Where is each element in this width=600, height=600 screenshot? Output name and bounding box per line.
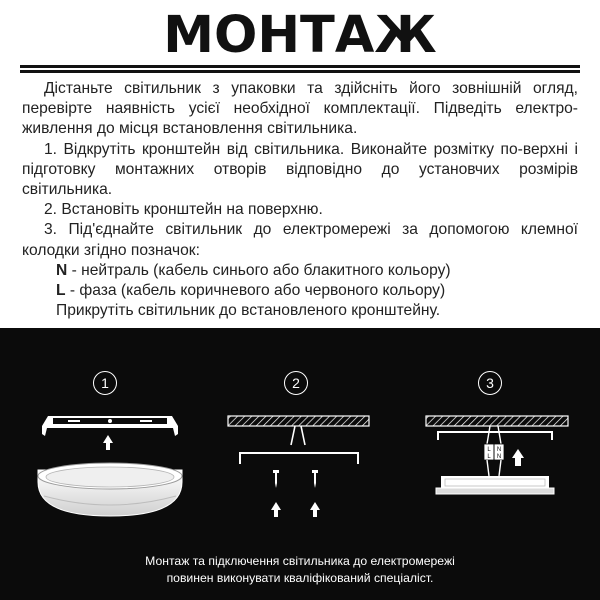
- ceiling-surface: [228, 416, 369, 426]
- page-title: МОНТАЖ: [163, 6, 437, 65]
- intro-paragraph: Дістаньте світильник з упаковки та здійсніть його зовнішній огляд, перевірте наявність усієї необхідної комплектації. Підведіть електро-живлення до місця встановлення світильника.: [22, 80, 578, 138]
- safety-note-line-1: Монтаж та підключення світильника до електромережі: [145, 554, 455, 568]
- step-1-paragraph: 1. Відкрутіть кронштейн від світильника. Виконайте розмітку по-верхні і підготовку монтажних отворів відповідно до установчих розмірів світильника.: [22, 140, 578, 199]
- wire-neutral-line: [22, 261, 578, 281]
- neutral-text: - нейтраль (кабель синього або блакитного кольору): [67, 261, 451, 279]
- screw-icons: [273, 470, 318, 488]
- phase-text: - фаза (кабель коричневого або червоного кольору): [65, 282, 446, 300]
- step-3-paragraph: 3. Під'єднайте світильник до електромережі за допомогою клемної колодки згідно позначок:: [22, 221, 578, 259]
- terminal-block-icon: [484, 426, 504, 476]
- safety-note-line-2: повинен виконувати кваліфікований спеціаліст.: [166, 571, 434, 585]
- terminal-label-l: L: [487, 447, 491, 453]
- luminaire-shape: [38, 463, 182, 516]
- step-2-number: 2: [284, 371, 308, 395]
- phase-letter: L: [56, 282, 66, 300]
- up-arrow-icon: [103, 435, 113, 450]
- up-arrow-icon: [512, 449, 524, 466]
- title-bottom-rule: [20, 70, 580, 73]
- step-3-number: 3: [478, 371, 502, 395]
- bracket-shape-3: [438, 432, 552, 440]
- bracket-shape: [42, 416, 178, 436]
- diagram-section: [0, 328, 600, 600]
- terminal-label-n: N: [496, 447, 502, 453]
- step-2-paragraph: 2. Встановіть кронштейн на поверхню.: [44, 201, 323, 219]
- neutral-letter: N: [56, 261, 68, 279]
- figure-2-mount-bracket: [228, 416, 369, 517]
- step-1-number: 1: [93, 371, 117, 395]
- luminaire-side-view: [436, 476, 554, 494]
- terminal-label-l-2: L: [487, 454, 491, 460]
- cable-lines: [291, 426, 305, 445]
- terminal-label-n-2: N: [496, 454, 502, 460]
- title-top-rule: [20, 65, 580, 68]
- wire-phase-line: [22, 281, 578, 301]
- instructions-text: [22, 79, 578, 321]
- figure-1-detach-bracket: [38, 416, 182, 516]
- figure-3-connect-luminaire: [426, 416, 568, 494]
- final-step-paragraph: Прикрутіть світильник до встановленого кронштейну.: [56, 302, 441, 320]
- up-arrow-icon: [271, 502, 320, 517]
- bracket-shape-2: [240, 453, 358, 464]
- ceiling-surface: [426, 416, 568, 426]
